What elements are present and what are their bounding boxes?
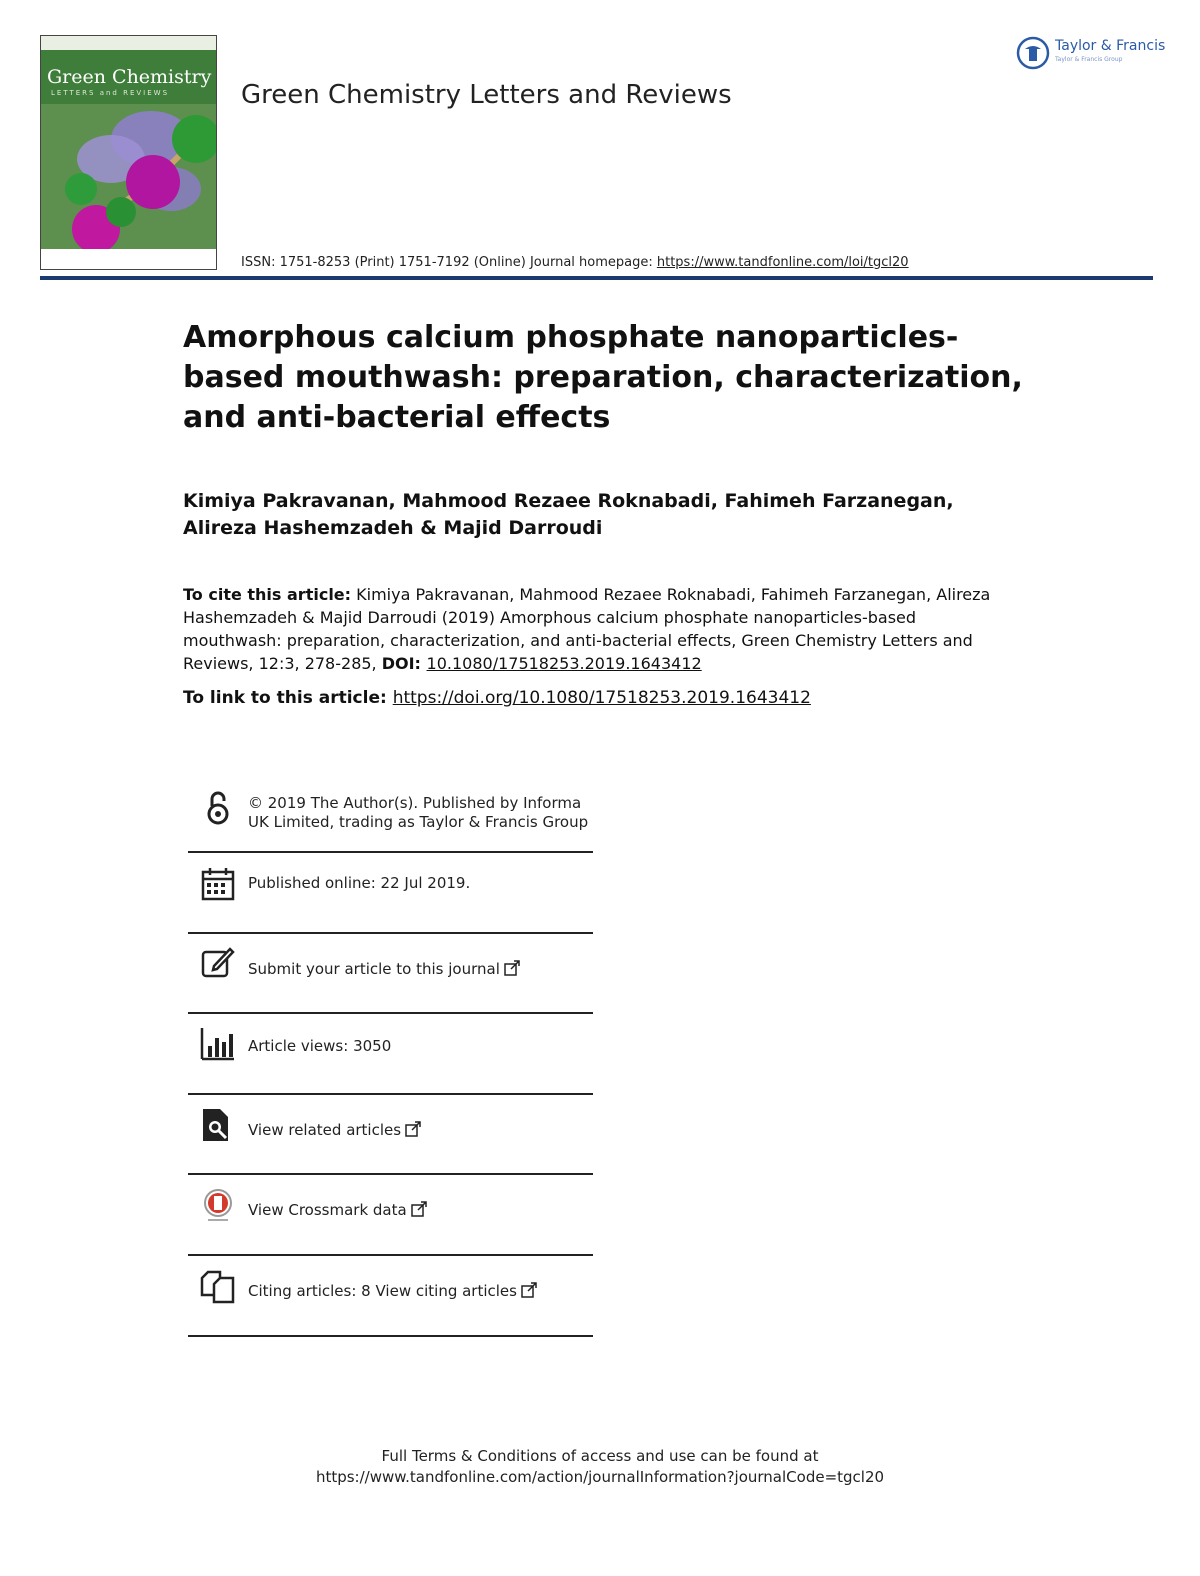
publisher-logo xyxy=(1016,36,1166,70)
bar-chart-icon xyxy=(200,1026,236,1062)
journal-homepage-link[interactable]: https://www.tandfonline.com/loi/tgcl20 xyxy=(656,255,909,270)
cover-bottom-band xyxy=(41,249,216,269)
external-link-icon xyxy=(504,960,520,976)
crossmark-icon xyxy=(200,1188,236,1224)
separator xyxy=(188,1012,593,1014)
related-row[interactable] xyxy=(188,1099,593,1169)
license-row xyxy=(188,786,593,852)
license-text: © 2019 The Author(s). Published by Informa UK Limited, trading as Taylor & Francis Group xyxy=(248,794,589,831)
external-link-icon xyxy=(521,1282,537,1298)
citing-articles-link[interactable] xyxy=(248,1282,598,1301)
calendar-icon xyxy=(200,866,236,902)
citing-label: Citing articles: 8 View citing articles xyxy=(248,1282,517,1300)
separator xyxy=(188,1335,593,1337)
crossmark-link[interactable] xyxy=(248,1201,598,1220)
separator xyxy=(188,851,593,853)
link-label: To link to this article: xyxy=(183,688,393,708)
published-row xyxy=(188,858,593,928)
citation-label: To cite this article: xyxy=(183,585,352,604)
views-row xyxy=(188,1018,593,1088)
related-articles-link[interactable] xyxy=(248,1121,598,1140)
submit-article-link[interactable] xyxy=(248,960,598,979)
external-link-icon xyxy=(405,1121,421,1137)
issn-line xyxy=(241,255,909,270)
published-date: Published online: 22 Jul 2019. xyxy=(248,874,471,892)
separator xyxy=(188,1093,593,1095)
cover-subtitle: LETTERS and REVIEWS xyxy=(51,89,170,97)
article-views: Article views: 3050 xyxy=(248,1037,392,1055)
separator xyxy=(188,932,593,934)
citing-row[interactable] xyxy=(188,1261,593,1331)
citation-block xyxy=(183,583,1013,675)
external-link-icon xyxy=(411,1201,427,1217)
footer-line-1: Full Terms & Conditions of access and use can be found at xyxy=(381,1447,819,1465)
article-doi-link[interactable]: https://doi.org/10.1080/17518253.2019.1643412 xyxy=(392,688,811,708)
document-search-icon xyxy=(200,1107,236,1143)
related-label: View related articles xyxy=(248,1121,402,1139)
publisher-logo-icon xyxy=(1016,36,1050,70)
cover-top-band xyxy=(41,36,216,50)
issn-text: ISSN: 1751-8253 (Print) 1751-7192 (Online) Journal homepage: xyxy=(241,255,657,270)
journal-name: Green Chemistry Letters and Reviews xyxy=(241,80,732,110)
crossmark-row[interactable] xyxy=(188,1180,593,1250)
doi-label: DOI: xyxy=(381,654,427,673)
open-access-icon xyxy=(200,790,236,826)
article-authors: Kimiya Pakravanan, Mahmood Rezaee Roknabadi, Fahimeh Farzanegan, Alireza Hashemzadeh & Majid Darroudi xyxy=(183,490,954,539)
submit-row[interactable] xyxy=(188,938,593,1008)
article-link-line xyxy=(183,688,811,708)
article-title: Amorphous calcium phosphate nanoparticles-based mouthwash: preparation, characterization, and anti-bacterial effects xyxy=(183,320,1023,435)
crossmark-label: View Crossmark data xyxy=(248,1201,407,1219)
submit-label: Submit your article to this journal xyxy=(248,960,500,978)
cover-molecule-art xyxy=(41,104,216,254)
citing-articles-icon xyxy=(200,1269,236,1305)
cover-title: Green Chemistry xyxy=(47,66,212,88)
citation-text: Kimiya Pakravanan, Mahmood Rezaee Roknabadi, Fahimeh Farzanegan, Alireza Hashemzadeh & Majid Darroudi (2019) Amorphous calcium phosphate nanoparticles-based mouthwash: preparation, characterization, and anti-bacterial effects, Green Chemistry Letters and Reviews, 12:3, 278-285, xyxy=(183,585,991,673)
separator xyxy=(188,1254,593,1256)
header-rule xyxy=(40,276,1153,280)
publisher-logo-text: Taylor & Francis xyxy=(1055,38,1166,54)
separator xyxy=(188,1173,593,1175)
doi-link[interactable]: 10.1080/17518253.2019.1643412 xyxy=(426,654,702,673)
publisher-logo-subtext: Taylor & Francis Group xyxy=(1055,56,1123,63)
footer-terms-link[interactable]: https://www.tandfonline.com/action/journalInformation?journalCode=tgcl20 xyxy=(315,1468,885,1486)
terms-footer xyxy=(0,1446,1200,1488)
edit-icon xyxy=(200,944,236,980)
journal-cover xyxy=(40,35,217,270)
